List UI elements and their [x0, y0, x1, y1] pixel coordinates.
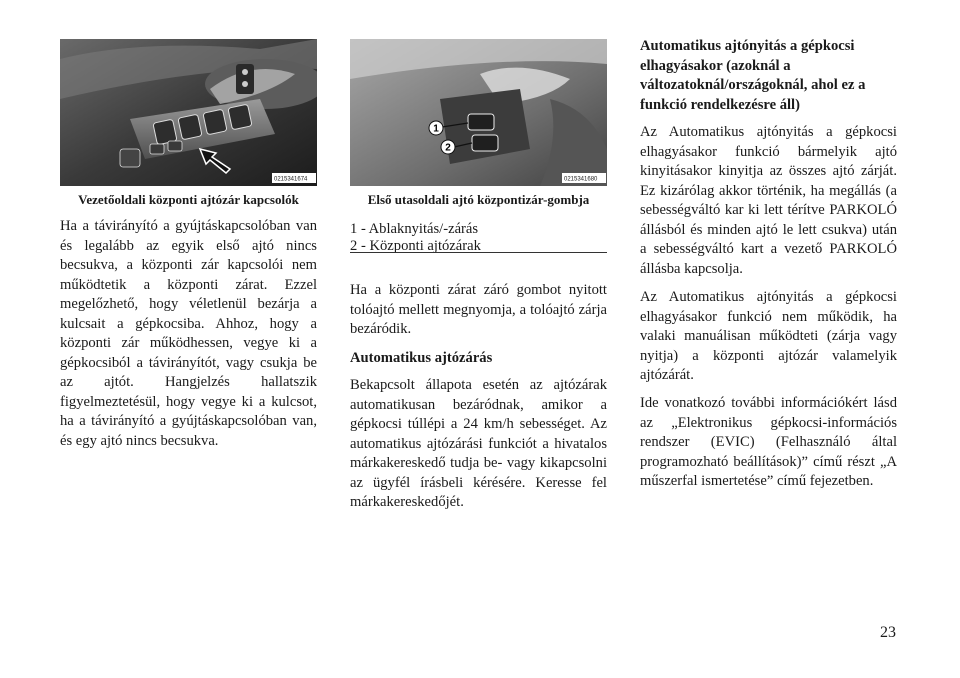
driver-door-lock-switch-photo [60, 39, 317, 186]
heading-auto-unlock-on-exit: Automatikus ajtónyitás a gépkocsi elhagyásakor (azoknál a változatoknál/országoknál, ahol ez a funkció rendelkezésre áll) [640, 38, 866, 113]
callout-2 [441, 140, 455, 154]
figure-code: 0215341674 [274, 176, 308, 183]
figure-caption-left: Vezetőoldali központi ajtózár kapcsolók [78, 192, 299, 207]
page-number: 23 [880, 624, 896, 641]
paragraph-auto-unlock-desc: Az Automatikus ajtónyitás a gépkocsi elhagyásakor funkció bármelyik ajtó kinyitásakor kinyitja az összes ajtó zárját. Ez kizárólag akkor történik, ha megállás (a sebességváltó kar ki lett térítve PARKOLÓ állásból és minden ajtó le lett csukva) után a sebességváltó kart a vezető PARKOLÓ állásba kapcsolja. [640, 124, 897, 277]
legend-divider [350, 252, 607, 253]
paragraph-auto-lock: Bekapcsolt állapota esetén az ajtózárak automatikusan bezáródnak, amikor a gépkocsi túllépi a 24 km/h sebességet. Az automatikus ajtózárási funkciót a hivatalos márkakereskedő tudja be- vagy kikapcsolni az ügyfél írásbeli kérésére. Keresse fel márkakereskedőjét. [350, 377, 607, 510]
figure-code: 0215341680 [564, 176, 598, 183]
callout-1 [429, 121, 443, 135]
legend-item-1: 1 - Ablaknyitás/-zárás [350, 221, 479, 237]
figure-legend [350, 221, 607, 255]
paragraph-evic-reference: Ide vonatkozó további információkért lásd az „Elektronikus gépkocsi-információs rendszer (EVIC) (Felhasználó által programozható beállítások)” című részt „A műszerfal ismertetése” című fejezetben. [640, 395, 897, 489]
callout-2-label: 2 [445, 142, 451, 154]
figure-caption-middle: Első utasoldali ajtó központizár-gombja [367, 192, 590, 207]
paragraph-remote-in-ignition: Ha a távirányító a gyújtáskapcsolóban van és legalább az egyik első ajtó nincs becsukva, a központi zár kapcsolói nem működtetik a központi zárat. Ezzel megelőzhető, hogy véletlenül bezárja a kulcsait a gépkocsiba. Ahhoz, hogy a központi zár működhessen, vegye ki a gépkocsiból a távirányítót, vagy csukja be az ajtót. Hangjelzés hallatszik figyelmeztetésül, hogy vegye ki a kulcsot, ha a távirányító a gyújtáskapcsolóban van, és egy ajtó nincs becsukva. [60, 218, 317, 449]
callout-1-label: 1 [433, 123, 439, 135]
passenger-door-illustration [350, 39, 607, 186]
paragraph-auto-unlock-manual: Az Automatikus ajtónyitás a gépkocsi elhagyásakor funkció nem működik, ha valaki manuálisan működteti (zárja vagy nyitja) a központi ajtózár valamelyik ajtózárát. [640, 289, 897, 383]
heading-auto-lock: Automatikus ajtózárás [350, 350, 493, 366]
passenger-door-lock-button-photo [350, 39, 607, 186]
door-panel-illustration [60, 39, 317, 186]
legend-item-2: 2 - Központi ajtózárak [350, 238, 481, 254]
paragraph-sliding-door: Ha a központi zárat záró gombot nyitott tolóajtó mellett megnyomja, a tolóajtó zárja bezáródik. [350, 282, 607, 337]
